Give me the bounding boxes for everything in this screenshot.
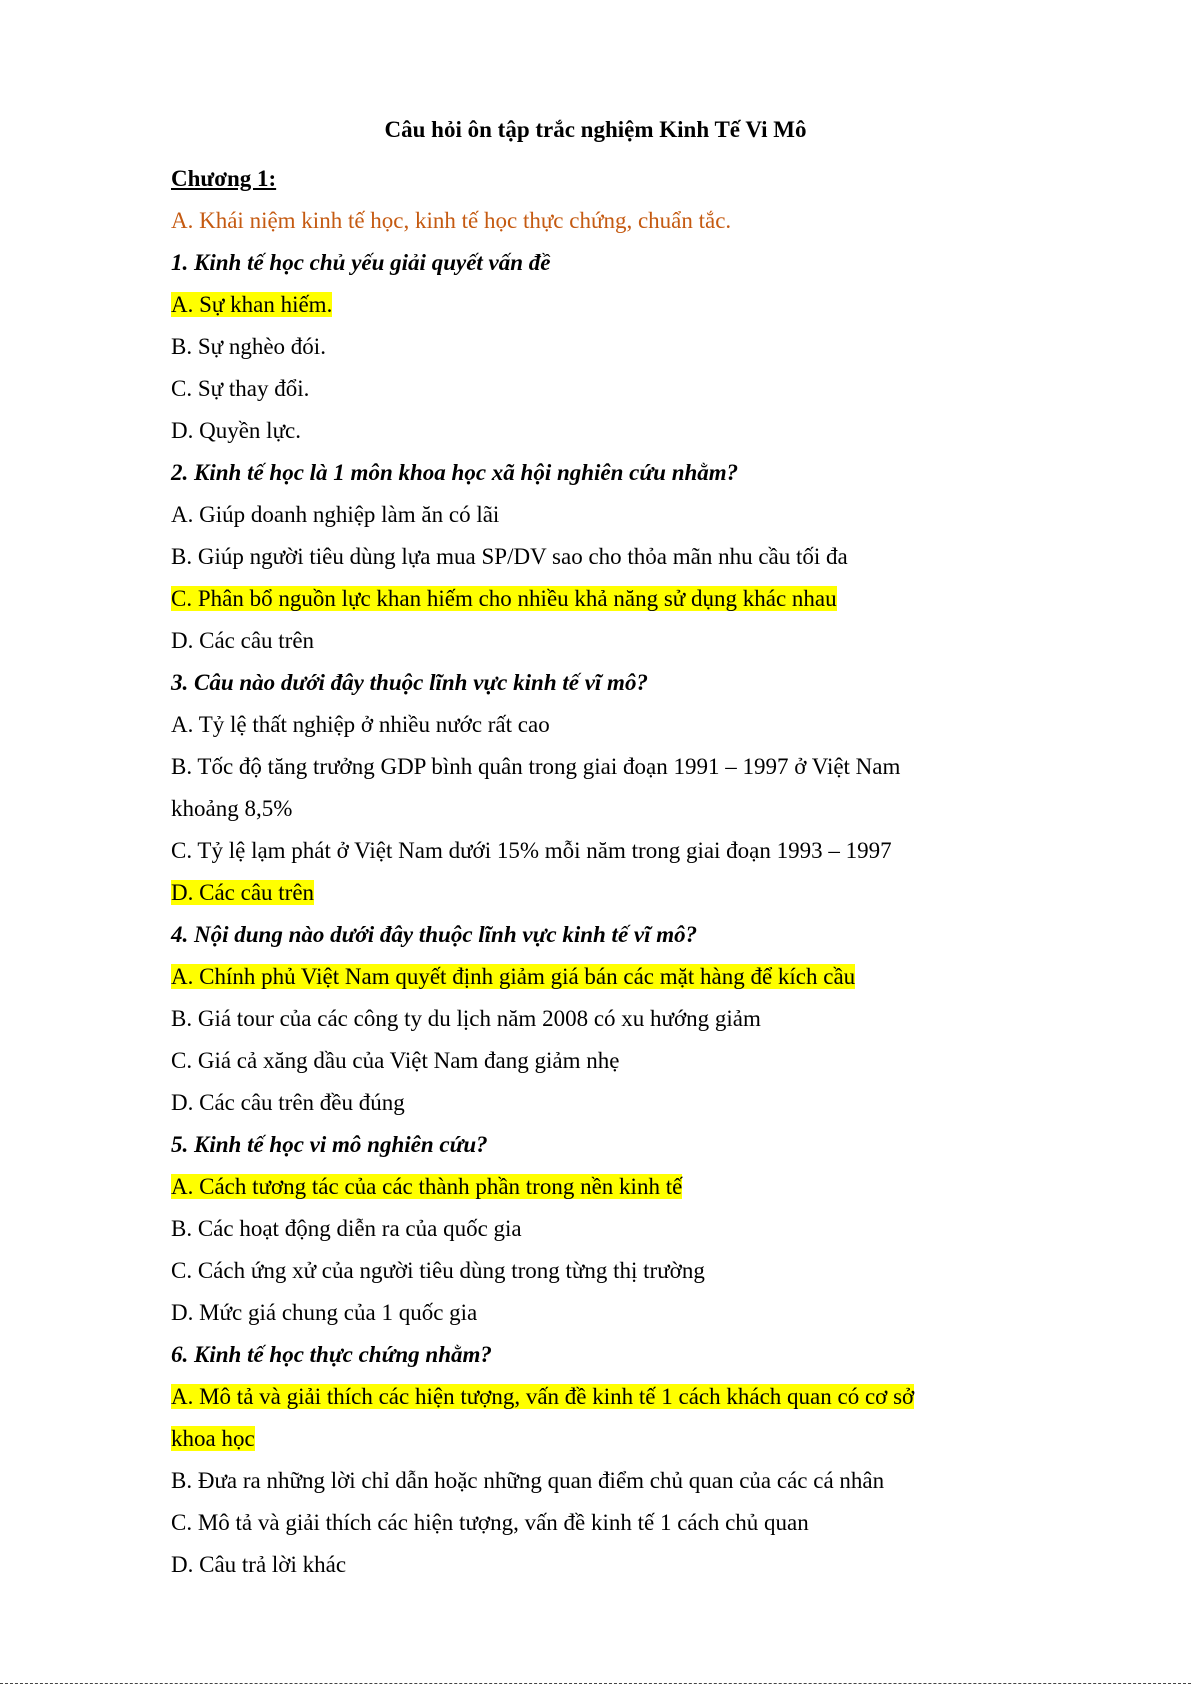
section-heading: A. Khái niệm kinh tế học, kinh tế học thực chứng, chuẩn tắc. bbox=[171, 208, 732, 233]
q1-option-c: C. Sự thay đổi. bbox=[171, 376, 310, 401]
question-4: 4. Nội dung nào dưới đây thuộc lĩnh vực kinh tế vĩ mô? bbox=[171, 922, 698, 947]
q6-option-d: D. Câu trả lời khác bbox=[171, 1552, 347, 1577]
answer-highlight: A. Mô tả và giải thích các hiện tượng, vấn đề kinh tế 1 cách khách quan có cơ sở bbox=[171, 1384, 915, 1409]
question-5: 5. Kinh tế học vi mô nghiên cứu? bbox=[171, 1132, 488, 1157]
q5-option-c: C. Cách ứng xử của người tiêu dùng trong từng thị trường bbox=[171, 1258, 705, 1283]
q2-option-a: A. Giúp doanh nghiệp làm ăn có lãi bbox=[171, 502, 500, 527]
q4-option-d: D. Các câu trên đều đúng bbox=[171, 1090, 405, 1115]
page-title: Câu hỏi ôn tập trắc nghiệm Kinh Tế Vi Mô bbox=[384, 117, 807, 142]
q5-option-a bbox=[171, 1166, 1031, 1208]
q3-option-b-line1: B. Tốc độ tăng trưởng GDP bình quân trong giai đoạn 1991 – 1997 ở Việt Nam bbox=[171, 754, 901, 779]
q2-option-d: D. Các câu trên bbox=[171, 628, 315, 653]
q6-option-a-line2 bbox=[171, 1418, 1031, 1460]
question-2: 2. Kinh tế học là 1 môn khoa học xã hội nghiên cứu nhằm? bbox=[171, 460, 739, 485]
answer-highlight: A. Sự khan hiếm. bbox=[171, 292, 333, 317]
question-6: 6. Kinh tế học thực chứng nhằm? bbox=[171, 1342, 492, 1367]
answer-highlight: A. Cách tương tác của các thành phần trong nền kinh tế bbox=[171, 1174, 683, 1199]
q5-option-d: D. Mức giá chung của 1 quốc gia bbox=[171, 1300, 478, 1325]
q4-option-b: B. Giá tour của các công ty du lịch năm 2008 có xu hướng giảm bbox=[171, 1006, 761, 1031]
q6-option-c: C. Mô tả và giải thích các hiện tượng, vấn đề kinh tế 1 cách chủ quan bbox=[171, 1510, 809, 1535]
q4-option-c: C. Giá cả xăng dầu của Việt Nam đang giảm nhẹ bbox=[171, 1048, 620, 1073]
q6-option-b: B. Đưa ra những lời chỉ dẫn hoặc những quan điểm chủ quan của các cá nhân bbox=[171, 1468, 885, 1493]
answer-highlight: A. Chính phủ Việt Nam quyết định giảm giá bán các mặt hàng để kích cầu bbox=[171, 964, 856, 989]
q3-option-b-line2: khoảng 8,5% bbox=[171, 796, 293, 821]
chapter-heading: Chương 1: bbox=[171, 166, 277, 191]
q5-option-b: B. Các hoạt động diễn ra của quốc gia bbox=[171, 1216, 522, 1241]
q4-option-a bbox=[171, 956, 1031, 998]
q3-option-c: C. Tỷ lệ lạm phát ở Việt Nam dưới 15% mỗi năm trong giai đoạn 1993 – 1997 bbox=[171, 838, 892, 863]
q2-option-b: B. Giúp người tiêu dùng lựa mua SP/DV sao cho thỏa mãn nhu cầu tối đa bbox=[171, 544, 848, 569]
q6-option-a-line1 bbox=[171, 1376, 1031, 1418]
answer-highlight: C. Phân bổ nguồn lực khan hiếm cho nhiều khả năng sử dụng khác nhau bbox=[171, 586, 837, 611]
answer-highlight: khoa học bbox=[171, 1426, 255, 1451]
q3-option-a: A. Tỷ lệ thất nghiệp ở nhiều nước rất cao bbox=[171, 712, 550, 737]
page-bottom-rule bbox=[0, 1683, 1191, 1684]
question-1: 1. Kinh tế học chủ yếu giải quyết vấn đề bbox=[171, 250, 551, 275]
q1-option-b: B. Sự nghèo đói. bbox=[171, 334, 326, 359]
question-3: 3. Câu nào dưới đây thuộc lĩnh vực kinh tế vĩ mô? bbox=[171, 670, 648, 695]
q2-option-c bbox=[171, 578, 1031, 620]
q1-option-d: D. Quyền lực. bbox=[171, 418, 301, 443]
answer-highlight: D. Các câu trên bbox=[171, 880, 315, 905]
document-body bbox=[171, 158, 1031, 1586]
q1-option-a bbox=[171, 284, 1031, 326]
q3-option-d bbox=[171, 872, 1031, 914]
